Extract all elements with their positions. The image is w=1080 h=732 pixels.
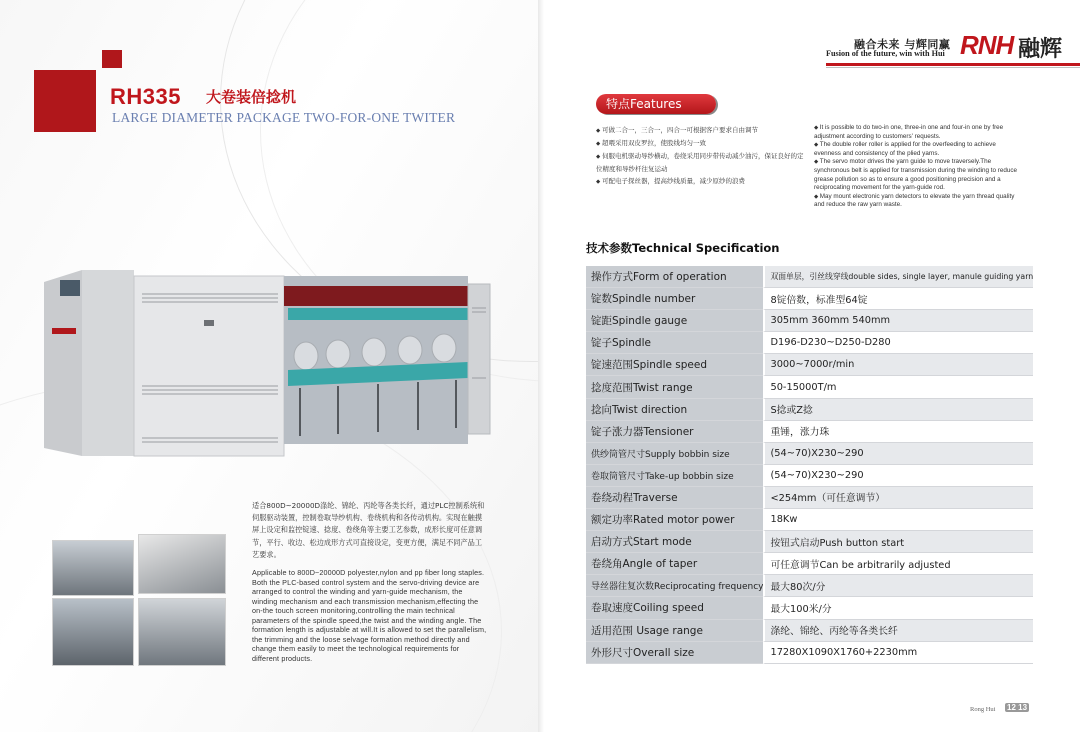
- spec-key: 导丝器往复次数Reciprocating frequency: [586, 575, 763, 597]
- table-row: [586, 509, 1033, 531]
- table-row: [586, 553, 1033, 575]
- table-row: [586, 487, 1033, 509]
- spec-value: 50-15000T/m: [763, 376, 1033, 398]
- spec-key: 外形尺寸Overall size: [586, 642, 763, 664]
- spec-value: 最大100米/分: [763, 597, 1033, 619]
- spec-value: 重锤，涨力珠: [763, 421, 1033, 443]
- spec-value: S捻或Z捻: [763, 399, 1033, 421]
- product-title-cn: 大卷装倍捻机: [206, 88, 297, 106]
- detail-photo-1: [52, 540, 134, 596]
- features-list-en: [814, 124, 1024, 210]
- feature-item: ◆ 可配电子探丝器，提高纱线质量，减少原纱的浪费: [596, 175, 806, 188]
- brand-slogan-en: Fusion of the future, win with Hui: [826, 49, 945, 58]
- spec-key: 锭距Spindle gauge: [586, 310, 763, 332]
- table-row: [586, 310, 1033, 332]
- page-numbers: 12 13: [1007, 703, 1028, 712]
- spec-value: 18Kw: [763, 509, 1033, 531]
- table-row: [586, 354, 1033, 376]
- spec-key: 锭子Spindle: [586, 332, 763, 354]
- spec-value: (54~70)X230~290: [763, 443, 1033, 465]
- feature-item: ◆ 超喂采用双皮罗拉，使股线均匀一致: [596, 137, 806, 150]
- table-row: [586, 575, 1033, 597]
- table-row: [586, 642, 1033, 664]
- features-label: 特点Features: [596, 94, 716, 114]
- spec-value: 按钮式启动Push button start: [763, 531, 1033, 553]
- spec-key: 卷取筒管尺寸Take-up bobbin size: [586, 465, 763, 487]
- brand-logo-cn: 融辉: [1018, 37, 1063, 62]
- features-list-cn: [596, 124, 806, 188]
- spec-key: 卷取速度Coiling speed: [586, 597, 763, 619]
- feature-item: ◆ The servo motor drives the yarn guide to move traversely.The synchronous belt is applied for transmission during the winding to reduce grease pollution so as to ensure a good positioning precision and a reciprocating movement for the yarn-guide rod.: [814, 158, 1024, 192]
- spec-value: 最大80次/分: [763, 575, 1033, 597]
- spec-key: 卷绕角Angle of taper: [586, 553, 763, 575]
- spec-value: 双面单层，引丝线穿线double sides, single layer, manule guiding yarn: [763, 266, 1033, 288]
- brand-logo: RNH: [960, 30, 1014, 60]
- spec-key: 供纱筒管尺寸Supply bobbin size: [586, 443, 763, 465]
- spec-value: <254mm（可任意调节）: [763, 487, 1033, 509]
- feature-item: ◆ 伺服电机驱动导纱横动，卷绕采用同步带传动减少油污，保证良好的定位精度和导纱杆往复运动: [596, 150, 806, 175]
- feature-item: ◆ It is possible to do two-in one, three-in one and four-in one by free adjustment according to customers' requests.: [814, 124, 1024, 141]
- feature-item: ◆ 可做二合一，三合一，四合一可根据客户要求自由调节: [596, 124, 806, 137]
- table-row: [586, 597, 1033, 619]
- description-cn: 适合800D~20000D涤纶、锦纶、丙纶等各类长纤，通过PLC控制系统和伺服驱动装置，控制卷取导纱机构、卷绕机构和各传动机构。实现在触摸屏上设定和监控锭速、捻度、卷绕角等主要工艺参数，成形长度可任意调节，平行、收边、松边成形方式可直接设定，变更方便，满足不同产品工艺要求。: [252, 501, 485, 559]
- spec-value: 涤纶、锦纶、丙纶等各类长纤: [763, 620, 1033, 642]
- header-rule-thin: [826, 67, 1080, 68]
- spec-value: D196-D230~D250-D280: [763, 332, 1033, 354]
- folio-text: Rong Hui: [970, 706, 996, 713]
- spec-key: 操作方式Form of operation: [586, 266, 763, 288]
- detail-photo-4: [138, 598, 226, 666]
- model-number: RH335: [110, 84, 181, 109]
- feature-item: ◆ May mount electronic yarn detectors to elevate the yarn thread quality and reduce the raw yarn waste.: [814, 193, 1024, 210]
- spec-key: 卷绕动程Traverse: [586, 487, 763, 509]
- detail-photo-3: [52, 598, 134, 666]
- table-row: [586, 266, 1033, 288]
- table-row: [586, 288, 1033, 310]
- header-rule: [826, 63, 1080, 66]
- detail-photo-2: [138, 534, 226, 594]
- table-row: [586, 465, 1033, 487]
- table-row: [586, 620, 1033, 642]
- spec-key: 捻度范围Twist range: [586, 376, 763, 398]
- table-row: [586, 376, 1033, 398]
- table-row: [586, 421, 1033, 443]
- spec-value: 8锭倍数，标准型64锭: [763, 288, 1033, 310]
- machine-illustration: [38, 268, 494, 468]
- spec-value: 3000~7000r/min: [763, 354, 1033, 376]
- spec-key: 额定功率Rated motor power: [586, 509, 763, 531]
- spec-value: 17280X1090X1760+2230mm: [763, 642, 1033, 664]
- logo-square-small: [102, 50, 122, 68]
- feature-item: ◆ The double roller roller is applied for the overfeeding to achieve evenness and consistency of the plied yarns.: [814, 141, 1024, 158]
- spec-value: 可任意调节Can be arbitrarily adjusted: [763, 553, 1033, 575]
- spec-key: 捻向Twist direction: [586, 399, 763, 421]
- table-row: [586, 332, 1033, 354]
- description-en: Applicable to 800D~20000D polyester,nylon and pp fiber long staples. Both the PLC-based control system and the servo-driving device are arranged to control the winding and yarn-guide mechanism, the winding mechanism and each transmission mechanism,effecting the on-the touch screen monitoring,controlling the main technical parameters of the spindle speed,the twist and the winding angle. The formation length is adjustable at will.It is allowed to set the parallelism, the trimming and the loose selvage formation method directly and change them easily to meet the technological requirements for different products.: [252, 568, 487, 663]
- spec-table: [586, 266, 1033, 664]
- spec-key: 锭速范围Spindle speed: [586, 354, 763, 376]
- spec-heading: 技术参数Technical Specification: [586, 241, 780, 255]
- spec-key: 启动方式Start mode: [586, 531, 763, 553]
- detail-photos: [52, 540, 252, 668]
- product-title-en: LARGE DIAMETER PACKAGE TWO-FOR-ONE TWITER: [112, 110, 456, 125]
- spec-value: (54~70)X230~290: [763, 465, 1033, 487]
- page-gutter: [538, 0, 544, 732]
- logo-square-large: [34, 70, 96, 132]
- table-row: [586, 531, 1033, 553]
- table-row: [586, 443, 1033, 465]
- spec-key: 锭数Spindle number: [586, 288, 763, 310]
- table-row: [586, 399, 1033, 421]
- spec-key: 适用范围 Usage range: [586, 620, 763, 642]
- spec-key: 锭子涨力器Tensioner: [586, 421, 763, 443]
- brand-slogan-cn: 融合未来 与辉同赢: [854, 38, 951, 51]
- spec-value: 305mm 360mm 540mm: [763, 310, 1033, 332]
